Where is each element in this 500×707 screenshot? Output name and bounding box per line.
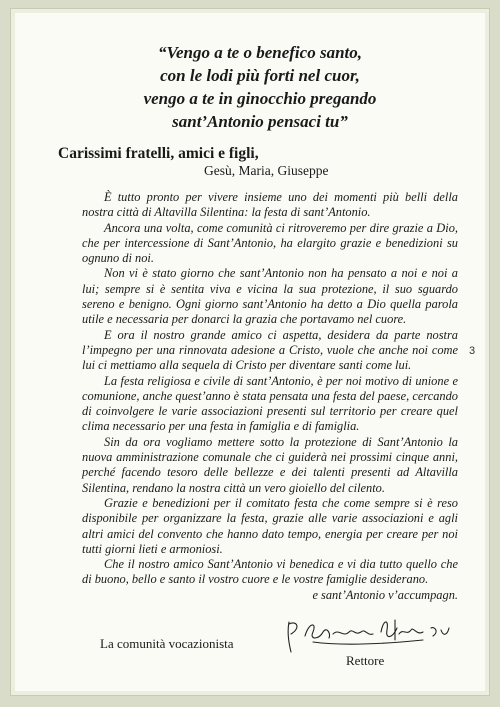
paragraph: È tutto pronto per vivere insieme uno dei momenti più belli della nostra città di Altavilla Silentina: la festa di sant’Antonio. (82, 190, 458, 220)
quote-line: vengo a te in ginocchio pregando (143, 89, 377, 108)
paragraph: E ora il nostro grande amico ci aspetta, desidera da parte nostra l’impegno per una rinnovata adesione a Cristo, vuole che anche noi come lui ci mettiamo alla sequela di Cristo per diventare santi come lui. (82, 327, 458, 373)
paragraph: La festa religiosa e civile di sant’Antonio, è per noi motivo di unione e comunione, anche quest’anno è stata pensata una festa del paese, cercando di coinvolgere le varie associazioni presenti sul territorio per creare quel clima necessario per una festa in famiglia e di famiglia. (82, 373, 458, 434)
closing-line: e sant’Antonio v’accumpagn. (312, 587, 458, 602)
rector-title: Rettore (346, 653, 385, 668)
paragraph: Che il nostro amico Sant’Antonio vi benedica e vi dia tutto quello che di buono, bello e santo il vostro cuore e le vostre famiglie desiderano. (82, 557, 458, 587)
greeting: Carissimi fratelli, amici e figli, (58, 145, 259, 162)
page-number: 3 (469, 345, 476, 357)
paragraph: Grazie e benedizioni per il comitato festa che come sempre si è reso disponibile per organizzare la festa, grazie alle varie associazioni e agli altri amici del convento che hanno dato tempo, energia per creare per noi tutti giorni lieti e armoniosi. (82, 495, 458, 556)
letter-body (82, 190, 458, 603)
holy-family-names: Gesù, Maria, Giuseppe (204, 163, 329, 178)
quote-line: sant’Antonio pensaci tu” (172, 112, 348, 131)
quote-line: “Vengo a te o benefico santo, (158, 43, 362, 62)
paragraph: Sin da ora vogliamo mettere sotto la protezione di Sant’Antonio la nuova amministrazione comunale che ci guiderà nei prossimi cinque anni, perché facendo tesoro delle bellezze e dei talenti presenti ad Altavilla Silentina, rendano la nostra città un vero gioiello del cilento. (82, 434, 458, 495)
handwritten-signature (283, 614, 458, 656)
quote-line: con le lodi più forti nel cuor, (160, 66, 360, 85)
community-signoff: La comunità vocazionista (100, 636, 234, 651)
paragraph: Ancora una volta, come comunità ci ritroveremo per dire grazie a Dio, che per intercessione di Sant’Antonio, ha elargito grazie e benedizioni su ognuno di noi. (82, 220, 458, 266)
opening-quote (100, 41, 420, 133)
paragraph: Non vi è stato giorno che sant’Antonio non ha pensato a noi e noi a lui; sempre si è sentita viva e vicina la sua protezione, il suo sguardo sereno e benigno. Ogni giorno sant’Antonio ha detto a Dio quella parola utile e necessaria per donarci la grazia che portavamo nel cuore. (82, 266, 458, 327)
